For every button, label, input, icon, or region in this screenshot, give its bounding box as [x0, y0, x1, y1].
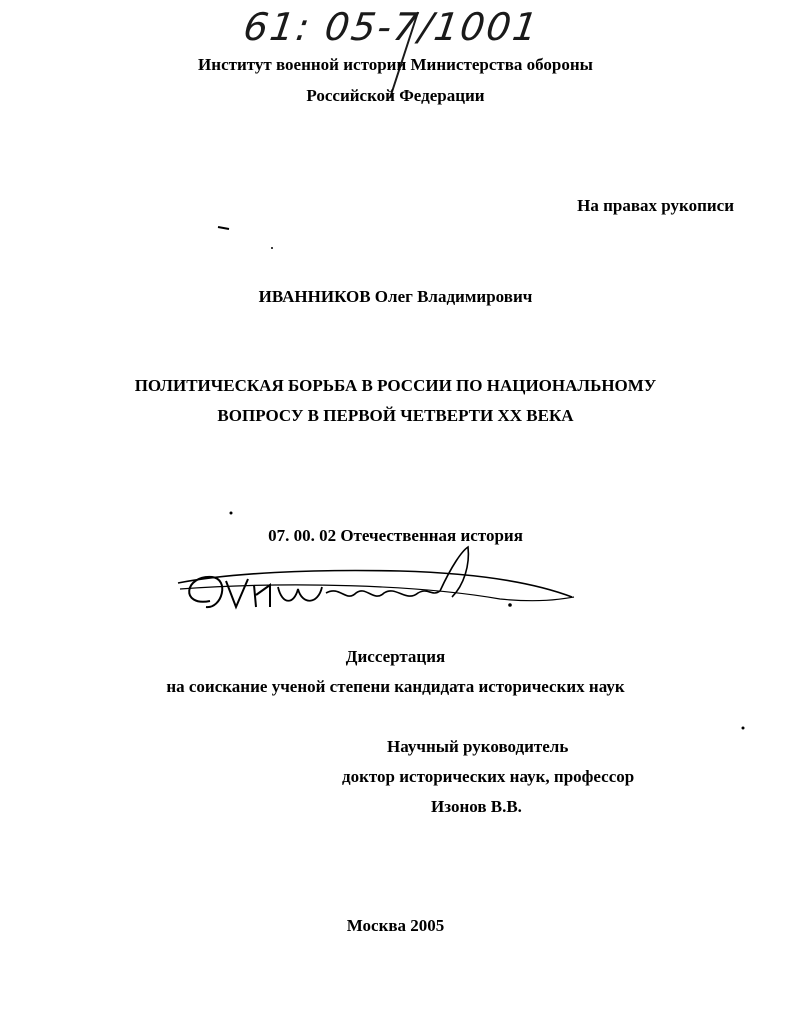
institution-line2: Российской Федерации: [306, 86, 485, 105]
supervisor-name: Изонов В.В.: [431, 797, 522, 816]
handwritten-signature: [170, 545, 590, 625]
specialty: 07. 00. 02 Отечественная история: [268, 526, 523, 545]
dissertation-line1: Диссертация: [345, 647, 446, 666]
archive-code-slash-stroke: [240, 0, 520, 100]
title-line2: ВОПРОСУ В ПЕРВОЙ ЧЕТВЕРТИ XX ВЕКА: [217, 406, 574, 425]
supervisor-degree: доктор исторических наук, профессор: [342, 767, 635, 786]
institution-line1: Институт военной истории Министерства обороны: [198, 55, 593, 74]
city-year: Москва 2005: [346, 916, 445, 935]
title-line1: ПОЛИТИЧЕСКАЯ БОРЬБА В РОССИИ ПО НАЦИОНАЛЬНОМУ: [134, 376, 657, 395]
supervisor-label: Научный руководитель: [387, 737, 569, 756]
dissertation-line2: на соискание ученой степени кандидата исторических наук: [166, 677, 625, 696]
author-name: ИВАННИКОВ Олег Владимирович: [258, 287, 533, 306]
manuscript-note: На правах рукописи: [577, 196, 734, 215]
archive-code-handwritten: 61: 05-7/1001: [240, 5, 543, 49]
